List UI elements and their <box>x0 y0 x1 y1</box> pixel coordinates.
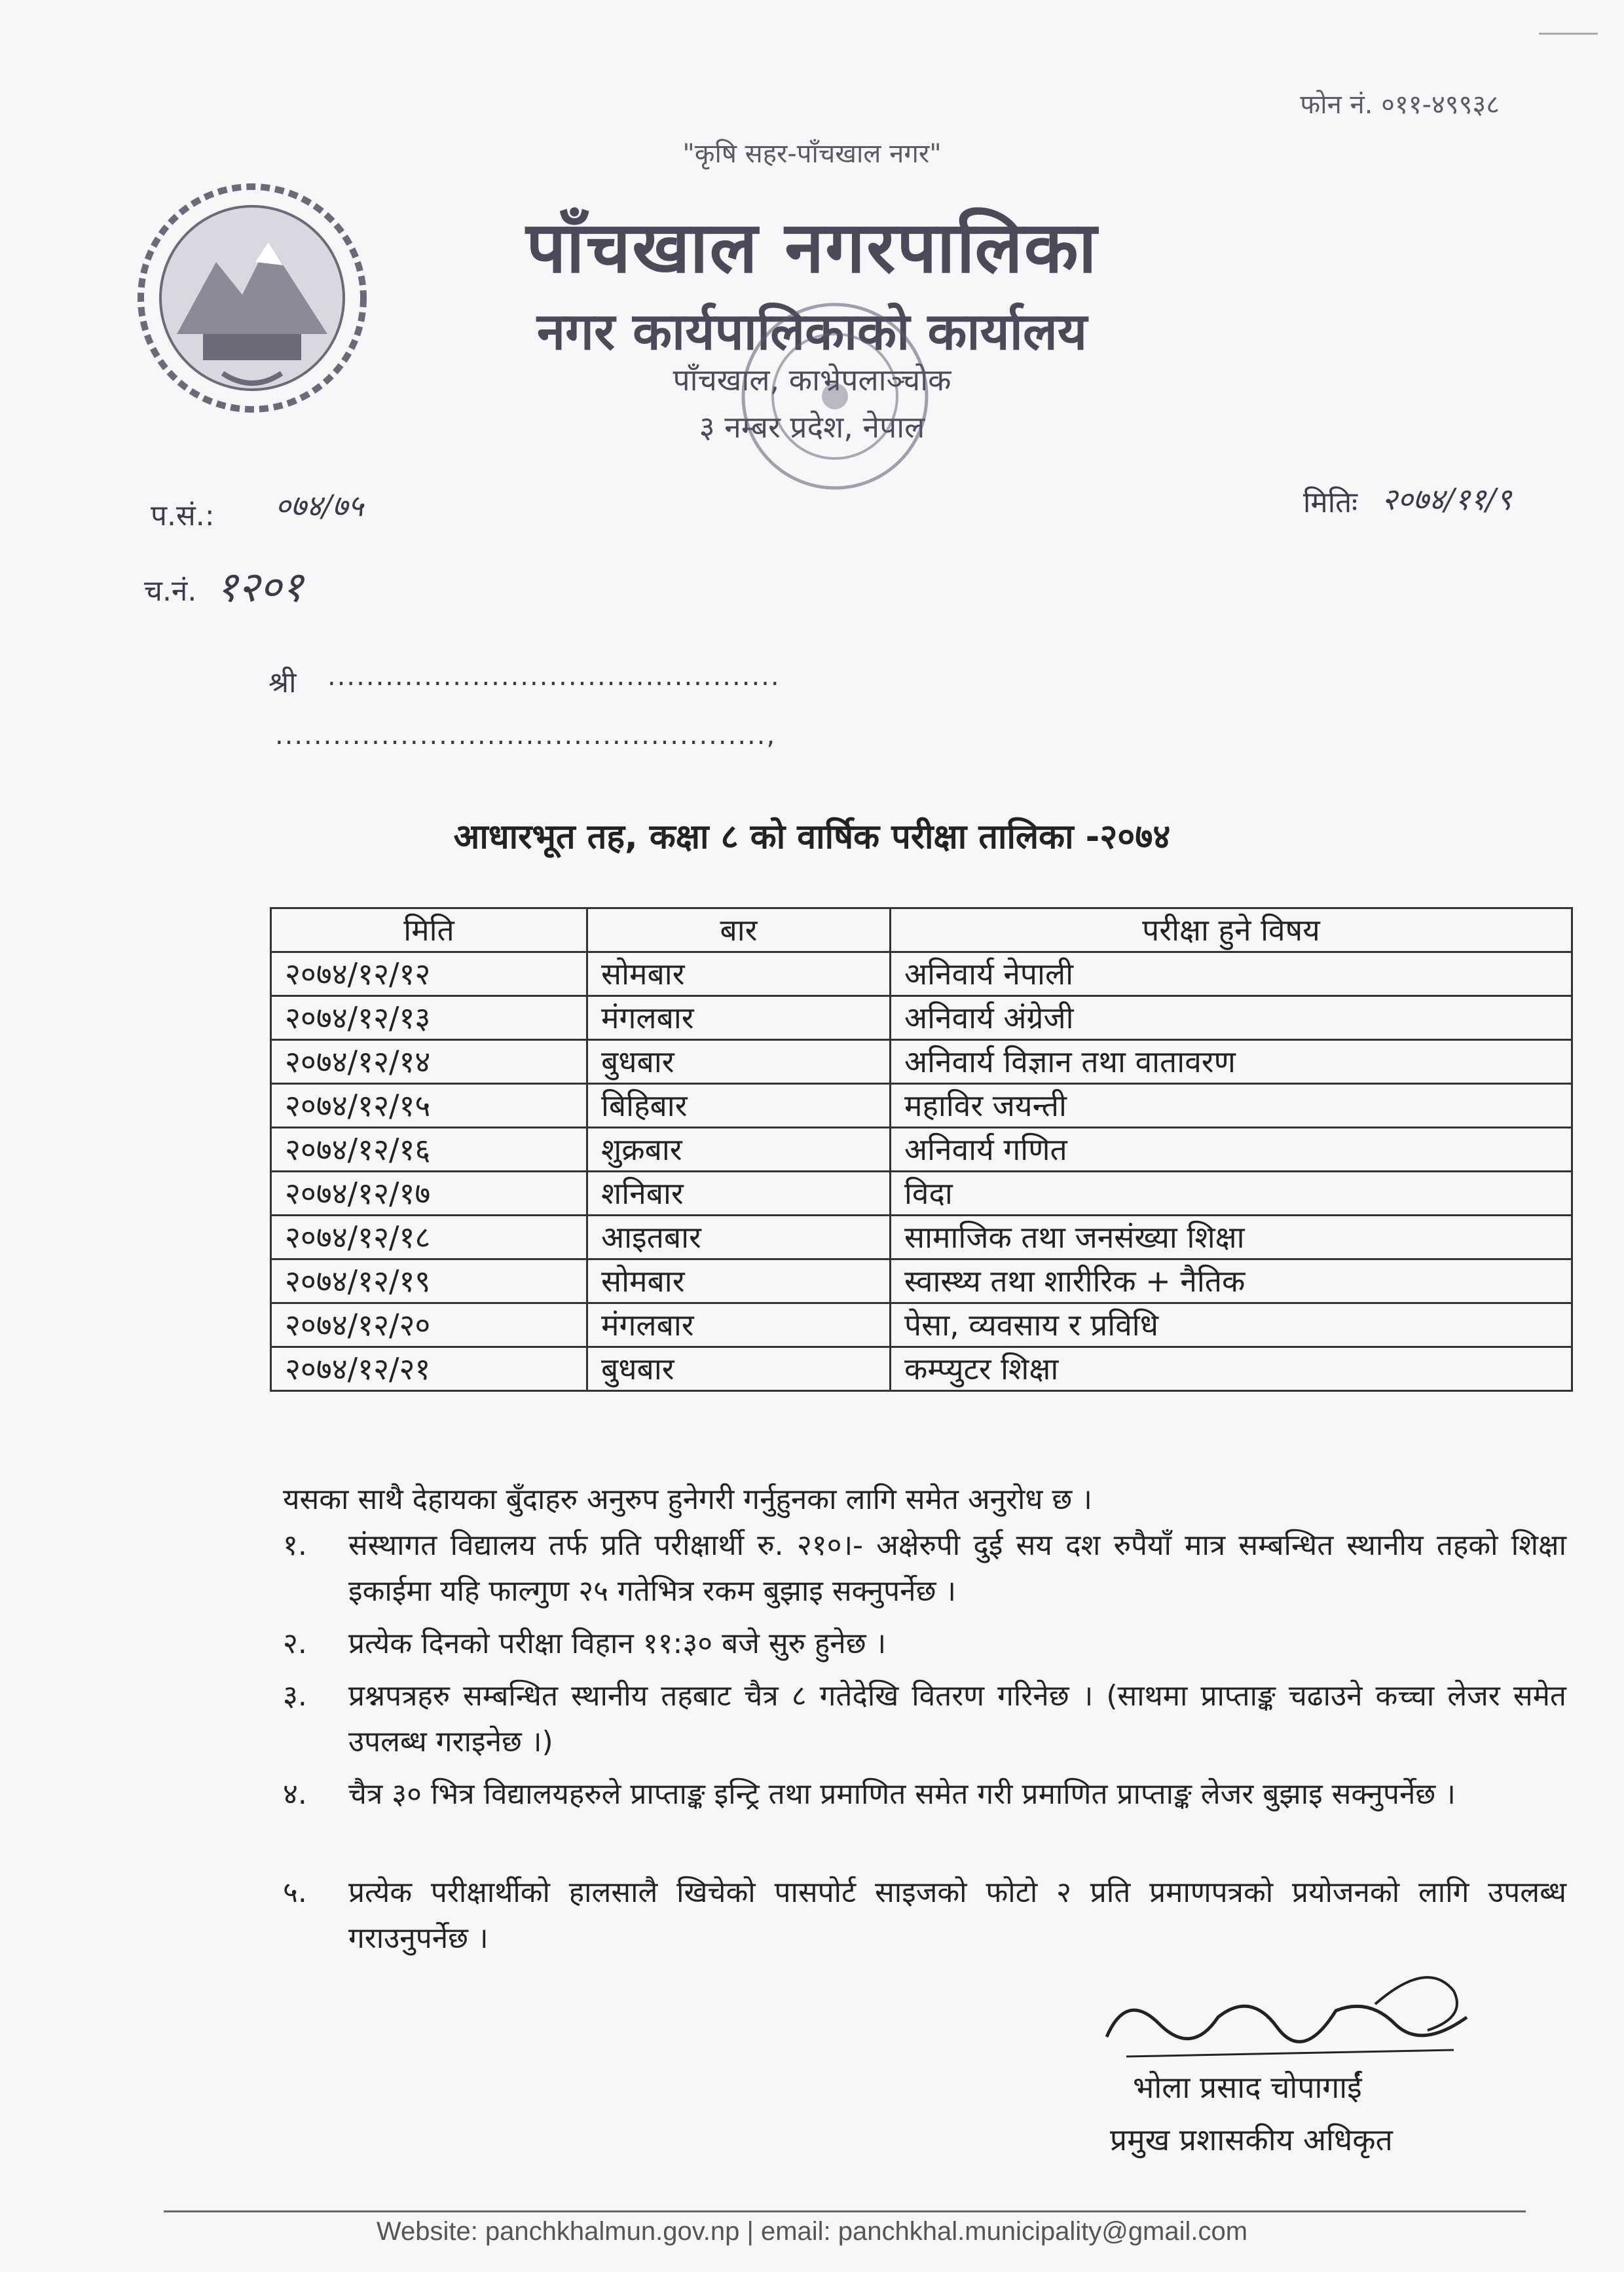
table-header-row <box>271 908 1572 952</box>
list-item <box>283 1870 1566 1962</box>
recipient-line-1: ............................................... <box>327 661 781 692</box>
table-row <box>271 1303 1572 1347</box>
cell-subject: अनिवार्य अंग्रेजी <box>891 996 1572 1040</box>
cell-subject: स्वास्थ्य तथा शारीरिक + नैतिक <box>891 1259 1572 1303</box>
cell-day: बिहिबार <box>587 1084 891 1128</box>
cell-date: २०७४/१२/१४ <box>271 1040 587 1084</box>
item-number: १. <box>283 1529 307 1562</box>
cell-subject: सामाजिक तथा जनसंख्या शिक्षा <box>891 1216 1572 1259</box>
motto: "कृषि सहर-पाँचखाल नगर" <box>682 139 942 169</box>
list-item <box>283 1523 1566 1614</box>
footer-contact: Website: panchkhalmun.gov.np | email: panchkhal.municipality@gmail.com <box>376 2217 1248 2246</box>
list-item <box>283 1772 1566 1817</box>
recipient-prefix: श्री <box>268 666 297 699</box>
table-row <box>271 1172 1572 1216</box>
cell-subject: कम्प्युटर शिक्षा <box>891 1347 1572 1391</box>
cell-date: २०७४/१२/१३ <box>271 996 587 1040</box>
dispatch-value: १२०१ <box>216 563 304 612</box>
item-text: संस्थागत विद्यालय तर्फ प्रति परीक्षार्थी रु. २१०।- अक्षेरुपी दुई सय दश रुपैयाँ मात्र सम्बन्धित स्थानीय तहको शिक्षा इकाईमा यहि फाल्गुण २५ गतेभित्र रकम बुझाइ सक्नुपर्नेछ । <box>348 1529 1566 1608</box>
item-number: ३. <box>283 1679 307 1713</box>
table-row <box>271 1347 1572 1391</box>
cell-subject: पेसा, व्यवसाय र प्रविधि <box>891 1303 1572 1347</box>
dispatch-label: च.नं. <box>144 574 197 608</box>
signatory-name: भोला प्रसाद चोपागाईं <box>1133 2070 1362 2105</box>
exam-schedule-table <box>270 907 1573 1392</box>
cell-day: बुधबार <box>587 1040 891 1084</box>
table-row <box>271 996 1572 1040</box>
cell-date: २०७४/१२/२० <box>271 1303 587 1347</box>
ref-label: प.सं.: <box>151 499 215 532</box>
cell-date: २०७४/१२/२१ <box>271 1347 587 1391</box>
cell-date: २०७४/१२/१२ <box>271 952 587 996</box>
table-row <box>271 1128 1572 1172</box>
phone-number: फोन नं. ०११-४९९३८ <box>1300 90 1500 120</box>
cell-day: आइतबार <box>587 1216 891 1259</box>
item-number: ५. <box>283 1876 307 1909</box>
cell-subject: अनिवार्य गणित <box>891 1128 1572 1172</box>
ref-value: ०७४/७५ <box>275 488 364 523</box>
office-name: नगर कार्यपालिकाको कार्यालय <box>536 303 1088 362</box>
table-row <box>271 1040 1572 1084</box>
org-name: पाँचखाल नगरपालिका <box>526 207 1098 289</box>
header-date: मिति <box>271 908 587 952</box>
cell-subject: अनिवार्य नेपाली <box>891 952 1572 996</box>
cell-date: २०७४/१२/१९ <box>271 1259 587 1303</box>
cell-day: शनिबार <box>587 1172 891 1216</box>
item-text: चैत्र ३० भित्र विद्यालयहरुले प्राप्ताङ्क इन्ट्रि तथा प्रमाणित समेत गरी प्रमाणित प्राप्ताङ्क लेजर बुझाइ सक्नुपर्नेछ । <box>348 1778 1456 1811</box>
footer-divider <box>164 2210 1526 2212</box>
item-text: प्रश्नपत्रहरु सम्बन्धित स्थानीय तहबाट चैत्र ८ गतेदेखि वितरण गरिनेछ । (साथमा प्राप्ताङ्क चढाउने कच्चा लेजर समेत उपलब्ध गराइनेछ ।) <box>348 1679 1566 1759</box>
cell-date: २०७४/१२/१८ <box>271 1216 587 1259</box>
cell-subject: विदा <box>891 1172 1572 1216</box>
list-item <box>283 1673 1566 1765</box>
signature-icon <box>1087 1965 1480 2070</box>
table-row <box>271 1084 1572 1128</box>
cell-date: २०७४/१२/१६ <box>271 1128 587 1172</box>
header-day: बार <box>587 908 891 952</box>
cell-day: मंगलबार <box>587 1303 891 1347</box>
table-row <box>271 952 1572 996</box>
item-number: ४. <box>283 1778 307 1811</box>
table-row <box>271 1259 1572 1303</box>
item-number: २. <box>283 1627 307 1660</box>
table-row <box>271 1216 1572 1259</box>
document-title: आधारभूत तह, कक्षा ८ को वार्षिक परीक्षा तालिका -२०७४ <box>453 817 1171 857</box>
intro-paragraph: यसका साथै देहायका बुँदाहरु अनुरुप हुनेगरी गर्नुहुनका लागि समेत अनुरोध छ । <box>283 1483 1092 1516</box>
cell-day: सोमबार <box>587 1259 891 1303</box>
address-line-1: पाँचखाल, काभ्रेपलाञ्चोक <box>673 362 951 398</box>
recipient-line-2: ..................................................., <box>275 720 777 751</box>
scan-mark <box>1539 33 1598 35</box>
item-text: प्रत्येक दिनको परीक्षा विहान ११:३० बजे सुरु हुनेछ । <box>348 1627 887 1660</box>
cell-date: २०७४/१२/१५ <box>271 1084 587 1128</box>
cell-day: मंगलबार <box>587 996 891 1040</box>
cell-day: शुक्रबार <box>587 1128 891 1172</box>
item-text: प्रत्येक परीक्षार्थीको हालसालै खिचेको पासपोर्ट साइजको फोटो २ प्रति प्रमाणपत्रको प्रयोजनको लागि उपलब्ध गराउनुपर्नेछ । <box>348 1876 1566 1955</box>
cell-date: २०७४/१२/१७ <box>271 1172 587 1216</box>
date-value: २०७४/११/९ <box>1382 481 1512 517</box>
list-item <box>283 1621 1566 1667</box>
office-stamp-icon <box>730 291 940 501</box>
cell-day: सोमबार <box>587 952 891 996</box>
signatory-designation: प्रमुख प्रशासकीय अधिकृत <box>1110 2122 1393 2157</box>
address-line-2: ३ नम्बर प्रदेश, नेपाल <box>699 409 925 445</box>
cell-subject: अनिवार्य विज्ञान तथा वातावरण <box>891 1040 1572 1084</box>
cell-day: बुधबार <box>587 1347 891 1391</box>
cell-subject: महाविर जयन्ती <box>891 1084 1572 1128</box>
header-subject: परीक्षा हुने विषय <box>891 908 1572 952</box>
date-label: मितिः <box>1303 486 1358 519</box>
